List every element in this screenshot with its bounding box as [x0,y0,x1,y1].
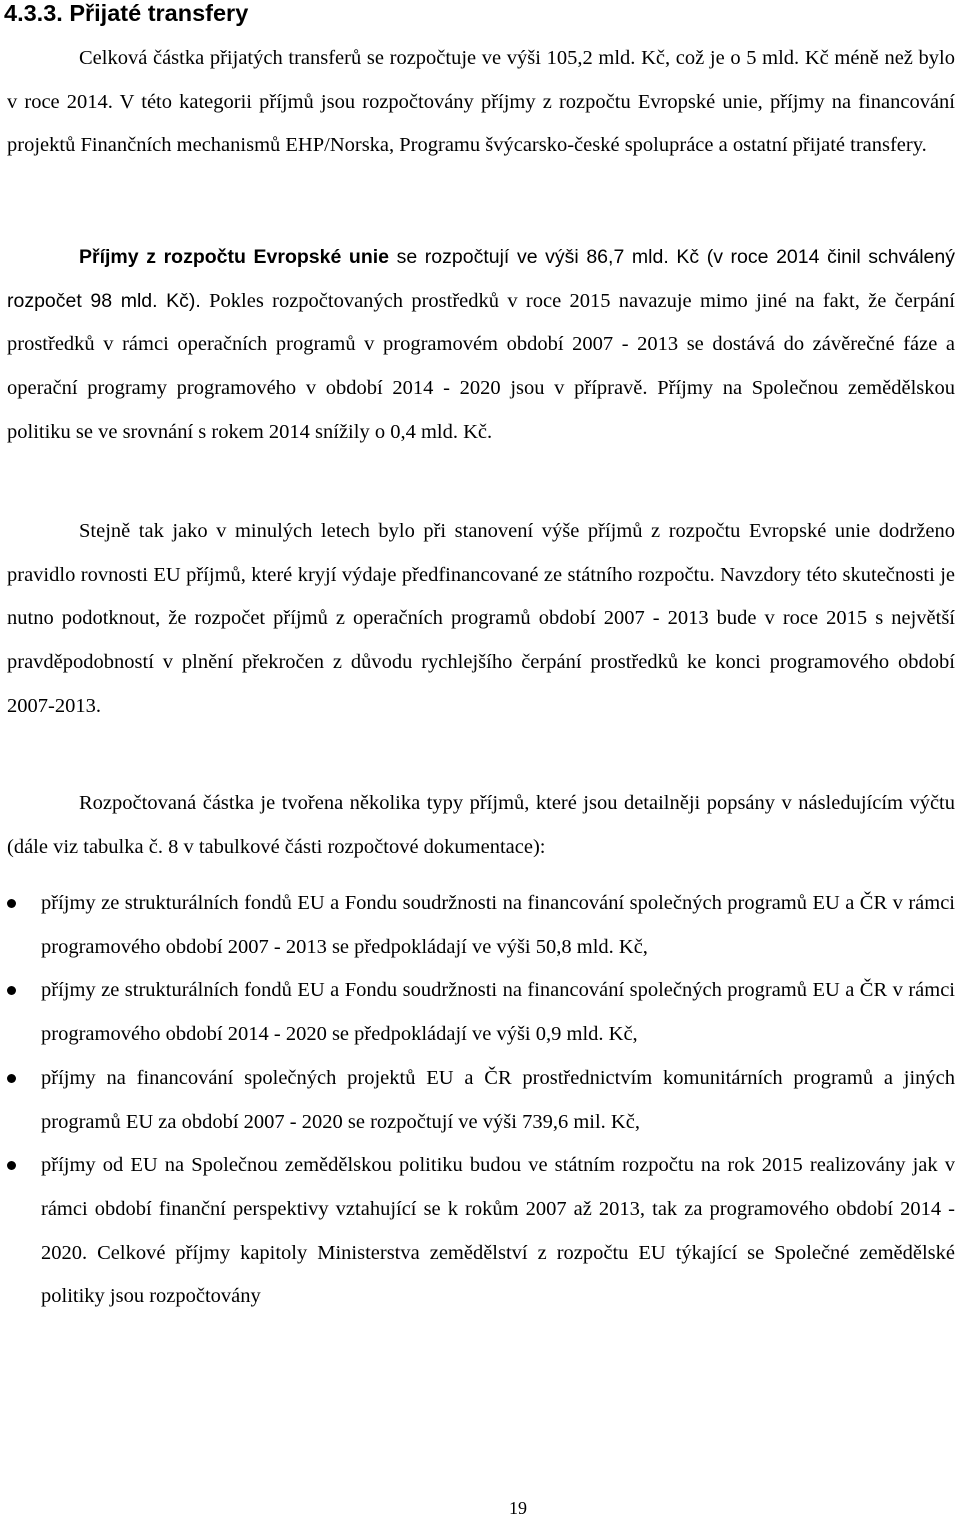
list-item-text: příjmy ze strukturálních fondů EU a Fondu soudržnosti na financování společných programů EU a ČR v rámci programového období 2007 - 2013 se předpokládají ve výši 50,8 mld. Kč, [41,892,955,958]
eu-budget-revenue-label: Příjmy z rozpočtu Evropské unie [79,246,389,268]
bullet-icon [7,1074,16,1083]
section-heading: 4.3.3. Přijaté transfery [4,0,249,26]
paragraph-equality-rule: Stejně tak jako v minulých letech bylo při stanovení výše příjmů z rozpočtu Evropské unie dodrženo pravidlo rovnosti EU příjmů, které kryjí výdaje předfinancované ze státního rozpočtu. Navzdory této skutečnosti je nutno podotknout, že rozpočet příjmů z operačních programů období 2007 - 2013 bude v roce 2015 s největší pravděpodobností v plnění překročen z důvodu rychlejšího čerpání prostředků ke konci programového období 2007-2013. [7,520,955,717]
list-item [0,1144,960,1319]
list-item-text: příjmy na financování společných projektů EU a ČR prostřednictvím komunitárních programů a jiných programů EU za období 2007 - 2020 se rozpočtují ve výši 739,6 mil. Kč, [41,1066,955,1133]
list-item [0,969,960,1056]
bullet-icon [7,1161,16,1170]
page-number: 19 [509,1498,527,1518]
list-item [0,1057,960,1144]
revenue-types-list [0,882,960,1319]
list-item-text: příjmy ze strukturálních fondů EU a Fondu soudržnosti na financování společných programů EU a ČR v rámci programového období 2014 - 2020 se předpokládají ve výši 0,9 mld. Kč, [41,979,955,1046]
list-item [0,882,960,969]
bullet-icon [7,899,16,908]
paragraph-eu-budget-revenue [7,236,955,455]
bullet-icon [7,986,16,995]
list-item-text: příjmy od EU na Společnou zemědělskou politiku budou ve státním rozpočtu na rok 2015 realizovány jak v rámci období finanční perspektivy vztahující se k rokům 2007 až 2013, tak za programového období 2014 - 2020. Celkové příjmy kapitoly Ministerstva zemědělství z rozpočtu EU týkající se Společné zemědělské politiky jsou rozpočtovány [41,1154,955,1308]
paragraph-total-transfers: Celková částka přijatých transferů se rozpočtuje ve výši 105,2 mld. Kč, což je o 5 mld. Kč méně než bylo v roce 2014. V této kategorii příjmů jsou rozpočtovány příjmy z rozpočtu Evropské unie, příjmy na financování projektů Finančních mechanismů EHP/Norska, Programu švýcarsko-české spolupráce a ostatní přijaté transfery. [7,47,955,157]
eu-budget-revenue-amount: se rozpočtují ve výši 86,7 mld. Kč (v roce 2014 činil schválený rozpočet 98 mld. Kč). [7,246,955,312]
paragraph-eu-budget-rest: Pokles rozpočtovaných prostředků v roce 2015 navazuje mimo jiné na fakt, že čerpání prostředků v rámci operačních programů v programovém období 2007 - 2013 se dostává do závěrečné fáze a operační programy programového v období 2014 - 2020 jsou v přípravě. Příjmy na Společnou zemědělskou politiku se ve srovnání s rokem 2014 snížily o 0,4 mld. Kč. [7,289,955,443]
paragraph-revenue-types-intro: Rozpočtovaná částka je tvořena několika typy příjmů, které jsou detailněji popsány v následujícím výčtu (dále viz tabulka č. 8 v tabulkové části rozpočtové dokumentace): [7,792,955,858]
